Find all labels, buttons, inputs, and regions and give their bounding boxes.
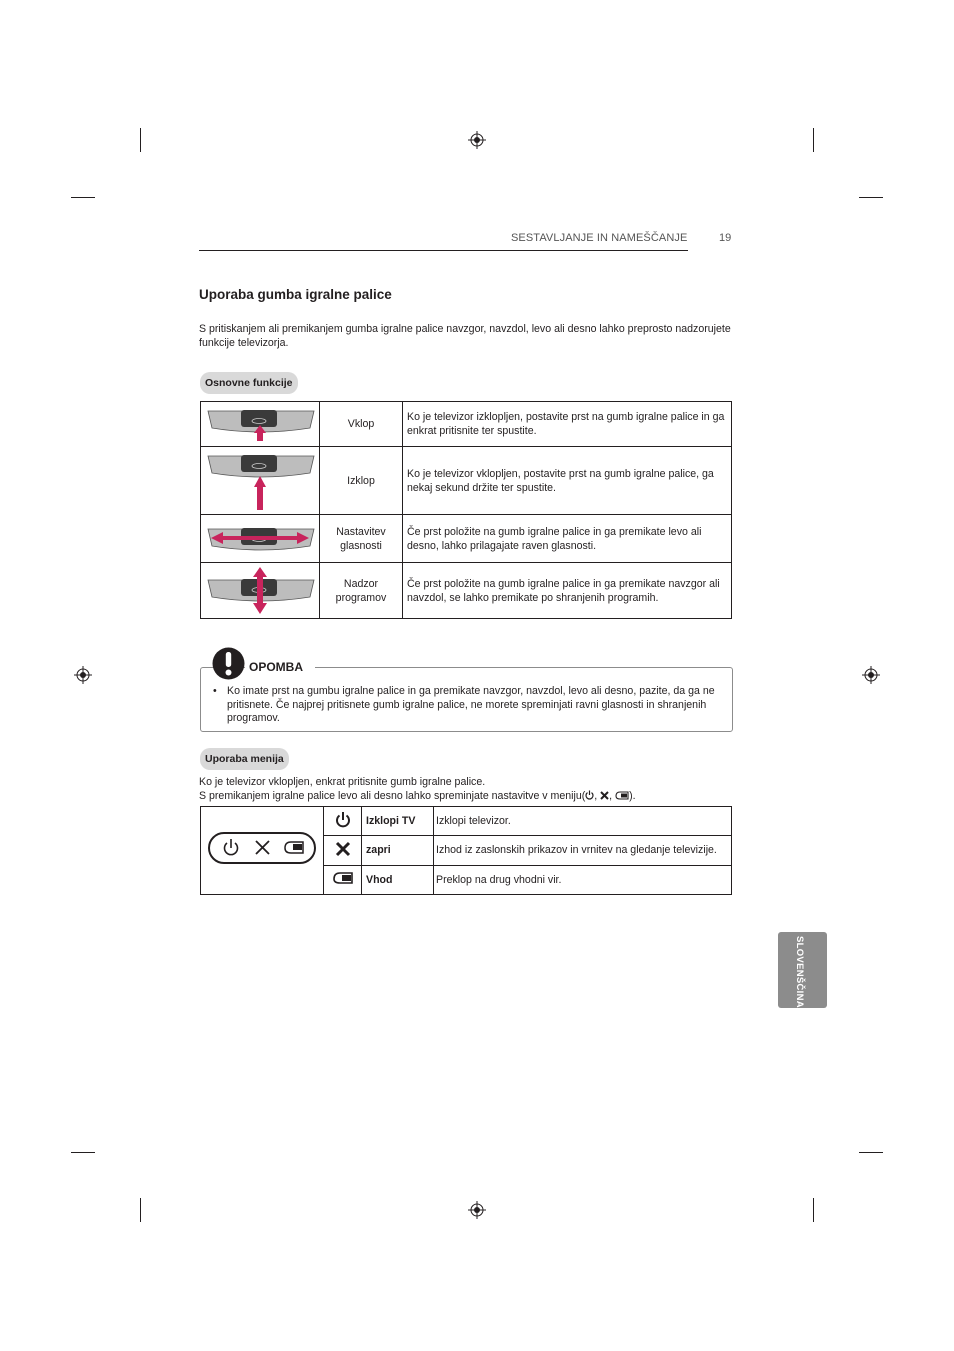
intro-paragraph: S pritiskanjem ali premikanjem gumba igralne palice navzgor, navzdol, levo ali desno lahko preprosto nadzorujete funkcije televizorja. bbox=[199, 323, 731, 349]
function-description: Če prst položite na gumb igralne palice in ga premikate navzgor ali navzdol, se lahko premikate po shranjenih programih. bbox=[403, 563, 732, 619]
menu-option-name: Izklopi TV bbox=[362, 807, 434, 836]
basic-functions-pill: Osnovne funkcije bbox=[200, 372, 298, 394]
function-label: Vklop bbox=[320, 402, 403, 447]
power-icon bbox=[335, 811, 351, 829]
input-icon bbox=[332, 871, 354, 885]
function-label: Nastavitev glasnosti bbox=[320, 515, 403, 563]
close-icon bbox=[256, 841, 269, 854]
menu-bar-illustration bbox=[201, 807, 323, 891]
menu-option-description: Izhod iz zaslonskih prikazov in vrnitev na gledanje televizije. bbox=[434, 836, 732, 865]
crop-mark bbox=[813, 128, 814, 152]
header-rule bbox=[199, 250, 688, 251]
language-side-tab bbox=[778, 932, 827, 1008]
table-row bbox=[201, 515, 732, 563]
crop-mark bbox=[71, 1152, 95, 1153]
exclamation-icon bbox=[212, 647, 245, 680]
menu-line-2: S premikanjem igralne palice levo ali desno lahko spreminjate nastavitve v meniju( , , ). bbox=[199, 790, 636, 802]
close-icon bbox=[335, 841, 351, 857]
crop-mark bbox=[140, 128, 141, 152]
menu-option-name: zapri bbox=[362, 836, 434, 865]
registration-mark-icon bbox=[468, 131, 486, 149]
menu-usage-pill: Uporaba menija bbox=[200, 748, 289, 770]
page-number: 19 bbox=[719, 232, 732, 244]
menu-table bbox=[200, 806, 732, 895]
function-description: Ko je televizor vklopljen, postavite prst na gumb igralne palice, ga nekaj sekund držite ter spustite. bbox=[403, 447, 732, 515]
function-description: Če prst položite na gumb igralne palice in ga premikate levo ali desno, lahko prilagajate raven glasnosti. bbox=[403, 515, 732, 563]
input-icon bbox=[615, 791, 629, 800]
input-icon bbox=[285, 842, 303, 853]
crop-mark bbox=[71, 197, 95, 198]
table-row bbox=[201, 807, 732, 836]
close-icon bbox=[600, 791, 609, 800]
function-label: Izklop bbox=[320, 447, 403, 515]
crop-mark bbox=[813, 1198, 814, 1222]
registration-mark-icon bbox=[74, 666, 92, 684]
registration-mark-icon bbox=[862, 666, 880, 684]
menu-line-1: Ko je televizor vklopljen, enkrat pritisnite gumb igralne palice. bbox=[199, 776, 486, 788]
note-text: Ko imate prst na gumbu igralne palice in ga premikate navzgor, navzdol, levo ali desno, pazite, da ga ne pritisnete. Če najprej pritisnete gumb igralne palice, ne morete spreminjati ravni glasnosti in shranjenih programov. bbox=[227, 685, 715, 725]
joystick-left-right-icon bbox=[201, 516, 319, 562]
running-head: SESTAVLJANJE IN NAMEŠČANJE bbox=[511, 232, 688, 244]
crop-mark bbox=[859, 1152, 883, 1153]
menu-option-name: Vhod bbox=[362, 865, 434, 894]
language-label: SLOVENŠČINA bbox=[794, 936, 805, 1008]
function-label: Nadzor programov bbox=[320, 563, 403, 619]
registration-mark-icon bbox=[468, 1201, 486, 1219]
crop-mark bbox=[859, 197, 883, 198]
basic-functions-table bbox=[200, 401, 732, 619]
section-title: Uporaba gumba igralne palice bbox=[199, 287, 392, 302]
menu-option-description: Izklopi televizor. bbox=[434, 807, 732, 836]
note-bullet: • bbox=[213, 685, 217, 697]
function-description: Ko je televizor izklopljen, postavite prst na gumb igralne palice in ga enkrat pritisnite ter spustite. bbox=[403, 402, 732, 447]
crop-mark bbox=[140, 1198, 141, 1222]
joystick-up-down-icon bbox=[201, 564, 319, 618]
power-icon bbox=[225, 839, 238, 855]
joystick-hold-icon bbox=[201, 448, 319, 514]
table-row bbox=[201, 402, 732, 447]
menu-instructions bbox=[199, 775, 739, 803]
note-title: OPOMBA bbox=[249, 660, 303, 674]
joystick-press-icon bbox=[201, 402, 319, 446]
table-row bbox=[201, 447, 732, 515]
menu-option-description: Preklop na drug vhodni vir. bbox=[434, 865, 732, 894]
power-icon bbox=[585, 790, 594, 800]
table-row bbox=[201, 563, 732, 619]
